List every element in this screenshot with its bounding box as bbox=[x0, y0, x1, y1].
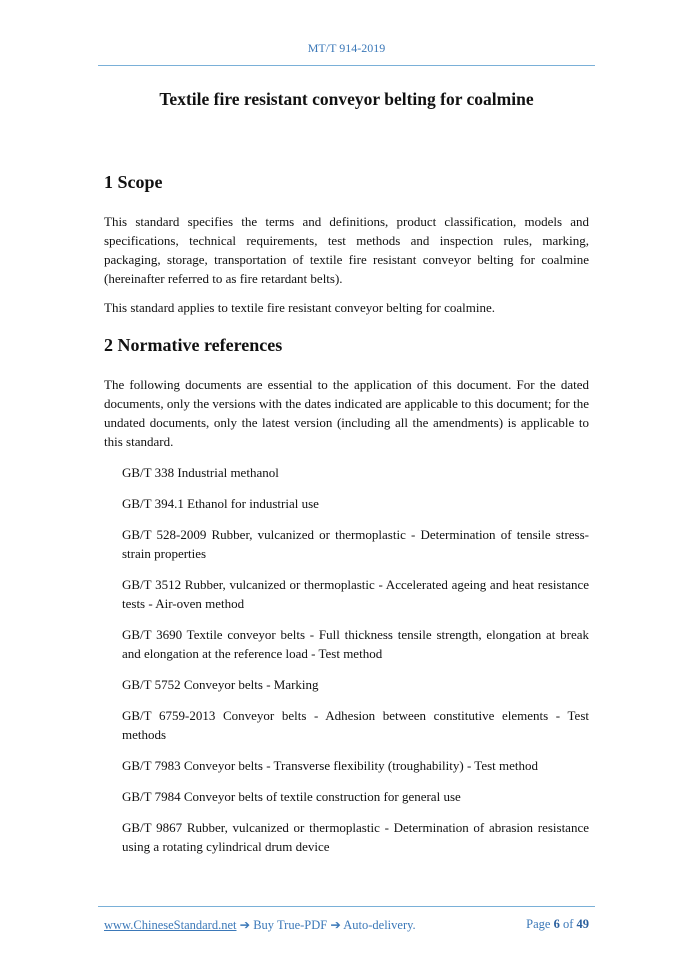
page-of-label: of bbox=[562, 917, 574, 931]
reference-item: GB/T 338 Industrial methanol bbox=[122, 465, 279, 480]
footer-links bbox=[104, 917, 416, 933]
scope-paragraph: This standard specifies the terms and definitions, product classification, models and specifications, technical requirements, test methods and inspection rules, marking, packaging, storage, transportation of textile fire resistant conveyor belting for coalmine (hereinafter referred to as fire retardant belts). bbox=[104, 214, 589, 286]
reference-item: GB/T 394.1 Ethanol for industrial use bbox=[122, 496, 319, 511]
document-body bbox=[104, 170, 589, 868]
reference-item: GB/T 6759-2013 Conveyor belts - Adhesion between constitutive elements - Test methods bbox=[122, 708, 589, 742]
delivery-text: ➔ Auto-delivery. bbox=[330, 918, 416, 932]
reference-item: GB/T 7983 Conveyor belts - Transverse flexibility (troughability) - Test method bbox=[122, 758, 539, 773]
reference-item: GB/T 3512 Rubber, vulcanized or thermoplastic - Accelerated ageing and heat resistance tests - Air-oven method bbox=[122, 577, 589, 611]
reference-item: GB/T 3690 Textile conveyor belts - Full thickness tensile strength, elongation at break and elongation at the reference load - Test method bbox=[122, 627, 589, 661]
buy-link[interactable]: ➔ Buy True-PDF bbox=[239, 918, 328, 932]
header-standard-code: MT/T 914-2019 bbox=[307, 41, 386, 55]
header-divider bbox=[98, 65, 595, 66]
reference-item: GB/T 7984 Conveyor belts of textile construction for general use bbox=[122, 789, 461, 804]
section-heading-normative-references: 2 Normative references bbox=[104, 335, 283, 355]
section-heading-scope: 1 Scope bbox=[104, 172, 163, 192]
scope-paragraph: This standard applies to textile fire resistant conveyor belting for coalmine. bbox=[104, 300, 495, 315]
document-title: Textile fire resistant conveyor belting for coalmine bbox=[159, 89, 534, 109]
page-label: Page bbox=[526, 917, 551, 931]
references-intro-paragraph: The following documents are essential to the application of this document. For the dated documents, only the versions with the dates indicated are applicable to this document; for the undated documents, only the latest version (including all the amendments) is applicable to this standard. bbox=[104, 377, 589, 449]
footer-divider bbox=[98, 906, 595, 907]
site-link[interactable]: www.ChineseStandard.net bbox=[104, 918, 237, 932]
page-total: 49 bbox=[576, 917, 589, 931]
page-indicator bbox=[526, 917, 589, 932]
page-current: 6 bbox=[553, 917, 560, 931]
reference-item: GB/T 9867 Rubber, vulcanized or thermoplastic - Determination of abrasion resistance using a rotating cylindrical drum device bbox=[122, 820, 589, 854]
reference-item: GB/T 5752 Conveyor belts - Marking bbox=[122, 677, 319, 692]
reference-item: GB/T 528-2009 Rubber, vulcanized or thermoplastic - Determination of tensile stress-strain properties bbox=[122, 527, 589, 561]
